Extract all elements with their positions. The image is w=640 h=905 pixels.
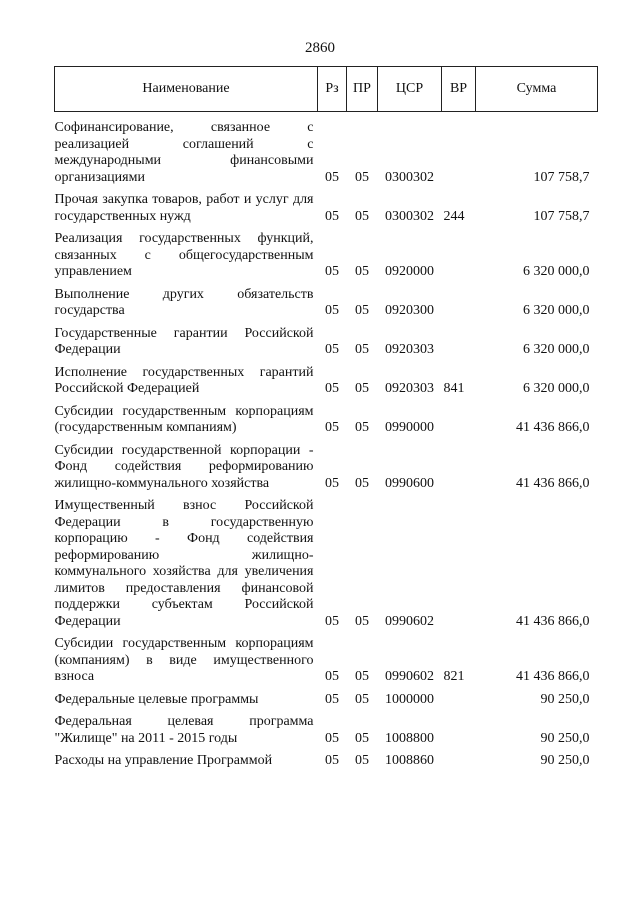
- table-row: [55, 359, 598, 398]
- row-sum: 107 758,7: [533, 208, 590, 224]
- row-name: Субсидии государственным корпорациям (компаниям) в виде имущественного взноса: [54, 636, 314, 684]
- row-pr: 05: [355, 303, 369, 318]
- table-row: [55, 686, 598, 709]
- table-row: [55, 320, 598, 359]
- row-csr: 0920303: [385, 381, 434, 396]
- row-rz: 05: [325, 264, 339, 279]
- row-sum: 90 250,0: [540, 730, 590, 746]
- row-vr: [442, 437, 476, 493]
- header-vr: ВР: [442, 67, 476, 112]
- row-pr: 05: [355, 381, 369, 396]
- row-pr: 05: [355, 691, 369, 707]
- table-row: [55, 708, 598, 747]
- row-csr: 1008860: [385, 753, 434, 768]
- row-vr: [442, 225, 476, 281]
- row-name: Прочая закупка товаров, работ и услуг для государственных нужд: [54, 192, 314, 224]
- row-rz: 05: [325, 208, 339, 224]
- header-sum: Сумма: [476, 67, 598, 112]
- row-pr: 05: [355, 730, 369, 746]
- row-name: Государственные гарантии Российской Федерации: [54, 325, 314, 357]
- row-vr: [442, 320, 476, 359]
- table-row: [55, 225, 598, 281]
- row-vr: [442, 708, 476, 747]
- row-vr: [442, 686, 476, 709]
- row-name: Исполнение государственных гарантий Российской Федерацией: [54, 364, 314, 396]
- row-sum: 41 436 866,0: [516, 420, 590, 435]
- row-rz: 05: [325, 753, 339, 768]
- row-rz: 05: [325, 169, 339, 185]
- row-rz: 05: [325, 613, 339, 629]
- table-row: [55, 186, 598, 225]
- row-rz: 05: [325, 420, 339, 435]
- header-name: Наименование: [55, 67, 318, 112]
- row-vr: [442, 281, 476, 320]
- row-vr: 244: [443, 208, 465, 224]
- budget-table: [54, 66, 598, 770]
- row-rz: 05: [325, 475, 339, 491]
- row-name: Субсидии государственной корпорации - Фонд содействия реформированию жилищно-коммунального хозяйства: [54, 442, 314, 491]
- row-sum: 6 320 000,0: [523, 303, 590, 318]
- row-vr: [442, 492, 476, 630]
- row-pr: 05: [355, 475, 369, 491]
- table-header-row: [55, 67, 598, 112]
- page-number: 2860: [305, 40, 335, 56]
- row-csr: 0990602: [385, 669, 434, 684]
- table-row: [55, 112, 598, 187]
- row-csr: 0300302: [385, 169, 434, 185]
- row-pr: 05: [355, 420, 369, 435]
- row-pr: 05: [355, 613, 369, 629]
- row-pr: 05: [355, 208, 369, 224]
- row-pr: 05: [355, 264, 369, 279]
- row-rz: 05: [325, 381, 339, 396]
- row-csr: 0990000: [385, 420, 434, 435]
- row-pr: 05: [355, 753, 369, 768]
- row-vr: [442, 747, 476, 770]
- row-sum: 41 436 866,0: [516, 613, 590, 629]
- table-row: [55, 492, 598, 630]
- row-csr: 0990600: [385, 475, 434, 491]
- row-sum: 6 320 000,0: [523, 381, 590, 396]
- header-csr: ЦСР: [378, 67, 442, 112]
- row-name: Федеральные целевые программы: [54, 691, 259, 707]
- table-row: [55, 437, 598, 493]
- row-rz: 05: [325, 303, 339, 318]
- row-sum: 90 250,0: [540, 753, 590, 768]
- row-csr: 0300302: [385, 208, 434, 224]
- row-sum: 107 758,7: [533, 169, 590, 185]
- row-sum: 41 436 866,0: [516, 669, 590, 684]
- row-vr: 821: [443, 669, 465, 684]
- row-pr: 05: [355, 169, 369, 185]
- row-sum: 41 436 866,0: [516, 475, 590, 491]
- row-rz: 05: [325, 730, 339, 746]
- row-csr: 0920300: [385, 303, 434, 318]
- header-pr: ПР: [347, 67, 378, 112]
- row-vr: [442, 398, 476, 437]
- row-csr: 1008800: [385, 730, 434, 746]
- row-rz: 05: [325, 342, 339, 357]
- row-name: Имущественный взнос Российской Федерации в государственную корпорацию - Фонд содействия реформированию жилищно-коммунального хозяйства для увеличения лимитов предоставления финансовой поддержки субъектам Российской Федерации: [54, 498, 314, 629]
- row-name: Расходы на управление Программой: [54, 753, 273, 768]
- row-name: Выполнение других обязательств государства: [54, 286, 314, 318]
- table-row: [55, 747, 598, 770]
- row-vr: 841: [443, 381, 465, 396]
- row-sum: 6 320 000,0: [523, 264, 590, 279]
- row-csr: 0990602: [385, 613, 434, 629]
- row-csr: 0920303: [385, 342, 434, 357]
- row-sum: 90 250,0: [540, 691, 590, 707]
- table-row: [55, 630, 598, 686]
- row-name: Субсидии государственным корпорациям (государственным компаниям): [54, 403, 314, 435]
- row-name: Софинансирование, связанное с реализацией соглашений с международными финансовыми организациями: [54, 120, 314, 185]
- table-row: [55, 281, 598, 320]
- row-csr: 1000000: [385, 691, 434, 707]
- row-pr: 05: [355, 669, 369, 684]
- row-sum: 6 320 000,0: [523, 342, 590, 357]
- row-name: Федеральная целевая программа "Жилище" на 2011 - 2015 годы: [54, 714, 314, 746]
- row-rz: 05: [325, 691, 339, 707]
- header-rz: Рз: [318, 67, 347, 112]
- row-rz: 05: [325, 669, 339, 684]
- row-pr: 05: [355, 342, 369, 357]
- row-name: Реализация государственных функций, связанных с общегосударственным управлением: [54, 231, 314, 279]
- row-csr: 0920000: [385, 264, 434, 279]
- table-row: [55, 398, 598, 437]
- row-vr: [442, 112, 476, 187]
